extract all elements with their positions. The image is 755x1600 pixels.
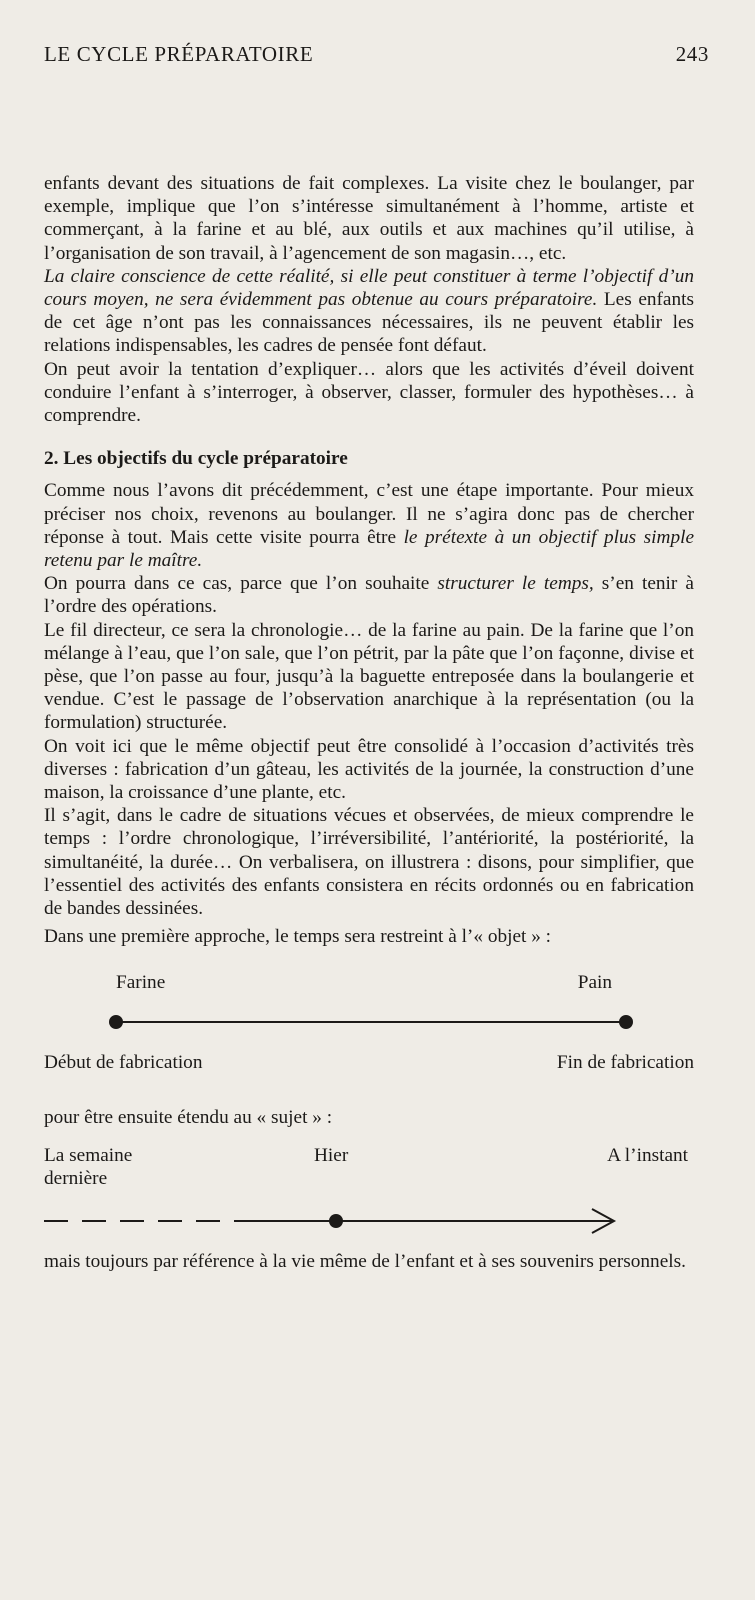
label-derniere: dernière [44,1167,108,1189]
paragraph-2 [44,265,694,358]
paragraph-4-text: Comme nous l’avons dit précédemment, c’est une étape importante. Pour mieux préciser nos choix, revenons au boulanger. Il ne s’agira donc pas de chercher réponse à tout. Mais cette visite pourra être [44,480,694,548]
page-number: 243 [675,42,709,66]
paragraph-7: On voit ici que le même objectif peut être consolidé à l’occasion d’activités très diverses : fabrication d’un gâteau, les activités de la journée, la construction d’une maison, la croissance d’une plante, etc. [44,735,694,804]
label-a-l-instant: A l’instant [607,1144,688,1166]
paragraph-9: Dans une première approche, le temps sera restreint à l’« objet » : [44,926,552,948]
paragraph-11: mais toujours par référence à la vie même de l’enfant et à ses souvenirs personnels. [44,1250,686,1272]
paragraph-2-italic: La claire conscience de cette réalité, si elle peut constituer à terme l’objectif d’un cours moyen, ne sera évidemment pas obtenue au cours préparatoire. [44,265,694,311]
paragraph-3: On peut avoir la tentation d’expliquer… alors que les activités d’éveil doivent conduire l’enfant à s’interroger, à observer, classer, formuler des hypothèses… à comprendre. [44,358,694,427]
paragraph-10: pour être ensuite étendu au « sujet » : [44,1106,333,1128]
hier-point [329,1214,343,1228]
diagram-object-timeline [44,965,694,1130]
start-point [109,1015,123,1029]
timeline-line-2 [44,1144,694,1246]
label-debut-fabrication: Début de fabrication [44,1051,203,1073]
paragraph-4-italic: le prétexte à un objectif plus simple retenu par le maître. [44,526,695,572]
label-hier: Hier [314,1144,349,1166]
page-body [44,172,694,1273]
paragraph-1: enfants devant des situations de fait complexes. La visite chez le boulanger, par exemple, implique que l’on s’intéresse simultanément à l’homme, artiste et commerçant, à la farine et au blé, aux outils et aux machines qu’il utilise, à l’organisation de son travail, à l’agencement de son magasin…, etc. [44,173,694,264]
label-farine: Farine [116,971,166,993]
page-header [44,42,709,67]
paragraph-5 [44,572,694,618]
end-point [619,1015,633,1029]
paragraph-5-italic: structurer le temps, [437,573,594,595]
paragraph-6: Le fil directeur, ce sera la chronologie… de la farine au pain. De la farine que l’on mélange à l’eau, que l’on sale, que l’on pétrit, par la pâte que l’on façonne, divise et pèse, que l’on passe au four, jusqu’à la baguette entreposée dans la boulangerie et vendue. C’est le passage de l’observation anarchique à la représentation (ou la formulation) structurée. [44,619,694,734]
paragraph-4 [44,479,694,572]
paragraph-2-text: Les enfants de cet âge n’ont pas les connaissances nécessaires, ils ne peuvent établir les relations indispensables, les cadres de pensée font défaut. [44,289,694,357]
label-semaine: La semaine [44,1144,133,1166]
diagram-subject-timeline [44,1144,694,1246]
paragraph-5-text: On pourra dans ce cas, parce que l’on souhaite [44,573,438,595]
chapter-title: LE CYCLE PRÉPARATOIRE [44,42,314,66]
label-fin-fabrication: Fin de fabrication [556,1051,694,1073]
paragraph-5-end: s’en tenir à l’ordre des opérations. [44,573,694,618]
label-pain: Pain [577,971,612,993]
paragraph-8: Il s’agit, dans le cadre de situations vécues et observées, de mieux comprendre le temps : l’ordre chronologique, l’irréversibilité, l’antériorité, la postériorité, la simultanéité, la durée… On verbalisera, on illustrera : disons, pour simplifier, que l’essentiel des activités des enfants consistera en récits ordonnés ou en fabrication de bandes dessinées. [44,805,694,920]
section-heading: 2. Les objectifs du cycle préparatoire [44,448,348,470]
